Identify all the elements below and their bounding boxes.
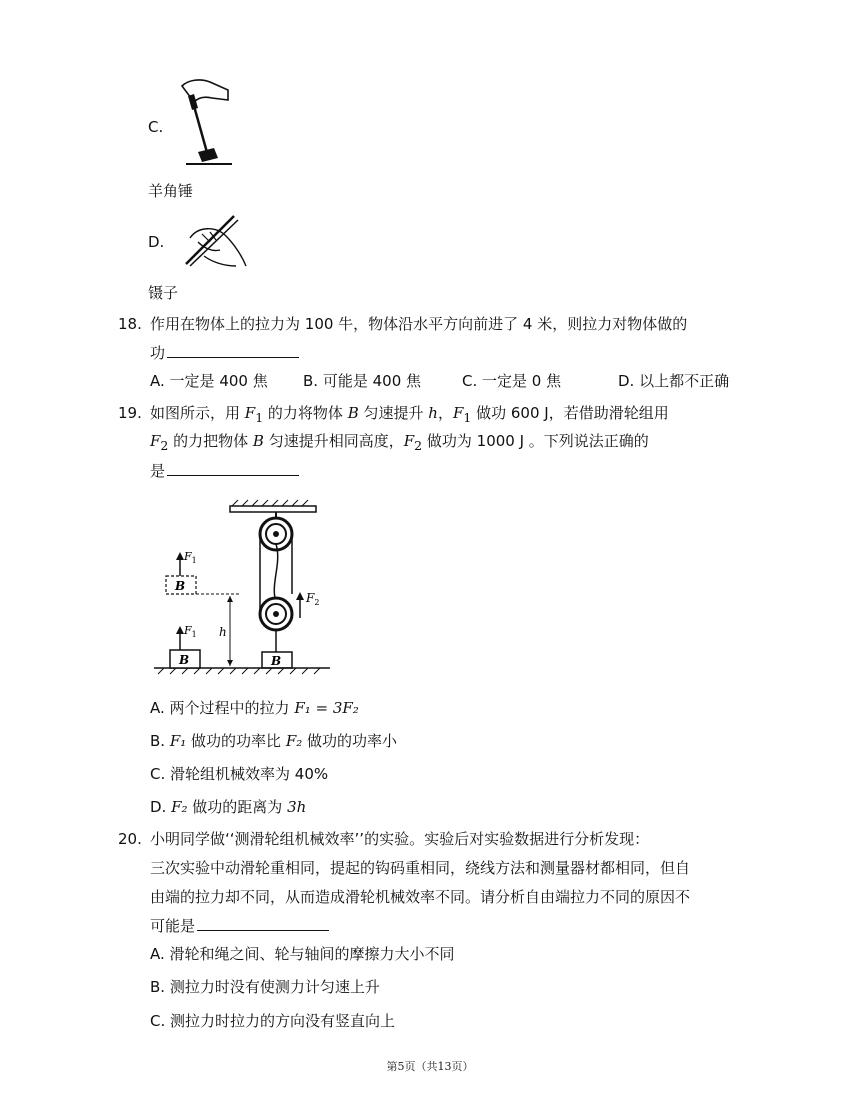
question-20-line1: 小明同学做‘‘测滑轮组机械效率’’的实验。实验后对实验数据进行分析发现：: [150, 830, 650, 848]
question-19-number: 19.: [118, 404, 142, 422]
claw-hammer-figure: [178, 78, 236, 170]
option-c-caption: 羊角锤: [148, 182, 194, 200]
question-20-line2: 三次实验中动滑轮重相同，提起的钩码重相同，绕线方法和测量器材都相同，但自: [150, 859, 691, 877]
q18-option-c: C. 一定是 0 焦: [462, 372, 562, 390]
q18-option-d: D. 以上都不正确: [618, 372, 730, 390]
q19-option-b: B. F₁ 做功的功率比 F₂ 做功的功率小: [150, 732, 398, 750]
figure-label-f2: $F_2$: [306, 591, 320, 607]
q20-option-c: C. 测拉力时拉力的方向没有竖直向上: [150, 1012, 396, 1030]
question-20-number: 20.: [118, 830, 142, 848]
svg-text:B: B: [175, 579, 186, 593]
q20-option-b: B. 测拉力时没有使测力计匀速上升: [150, 978, 380, 996]
question-20-line3: 由端的拉力却不同，从而造成滑轮机械效率不同。请分析自由端拉力不同的原因不: [150, 888, 691, 906]
q19-option-d: D. F₂ 做功的距离为 3h: [150, 798, 307, 816]
option-d-caption: 镊子: [148, 284, 179, 302]
question-19-line2: $F_2$ 的力把物体 B 匀速提升相同高度，$F_2$ 做功为 1000 J 。下列说法正确的: [150, 432, 649, 453]
svg-text:F1: $F_1$: [184, 550, 197, 565]
figure-label-h: h: [219, 625, 227, 639]
pulley-figure: [150, 494, 340, 680]
q19-option-c: C. 滑轮组机械效率为 40%: [150, 765, 329, 783]
q19-option-a: A. 两个过程中的拉力 F₁ = 3F₂: [150, 699, 359, 717]
page-footer: 第5页（共13页）: [386, 1060, 474, 1073]
svg-text:B: B: [179, 653, 190, 667]
figure-label-b: B: [271, 654, 282, 668]
option-c-letter: C.: [148, 118, 164, 136]
question-19-line1: 如图所示，用 $F_1$ 的力将物体 B 匀速提升 h，$F_1$ 做功 600 J，若借助滑轮组用: [150, 404, 669, 425]
q20-option-a: A. 滑轮和绳之间、轮与轴间的摩擦力大小不同: [150, 945, 455, 963]
answer-blank[interactable]: [167, 459, 299, 476]
q18-option-a: A. 一定是 400 焦: [150, 372, 268, 390]
answer-blank[interactable]: [167, 341, 299, 358]
question-18-number: 18.: [118, 315, 142, 333]
question-19-line3: 是: [150, 459, 299, 482]
answer-blank[interactable]: [197, 914, 329, 931]
question-20-line4: 可能是: [150, 914, 329, 937]
question-18-line1: 作用在物体上的拉力为 100 牛，物体沿水平方向前进了 4 米，则拉力对物体做的: [150, 315, 688, 333]
tweezers-figure: [176, 212, 248, 270]
svg-text:F1: $F_1$: [184, 624, 197, 639]
q18-option-b: B. 可能是 400 焦: [303, 372, 422, 390]
question-18-line2: 功: [150, 341, 299, 364]
option-d-letter: D.: [148, 233, 165, 251]
